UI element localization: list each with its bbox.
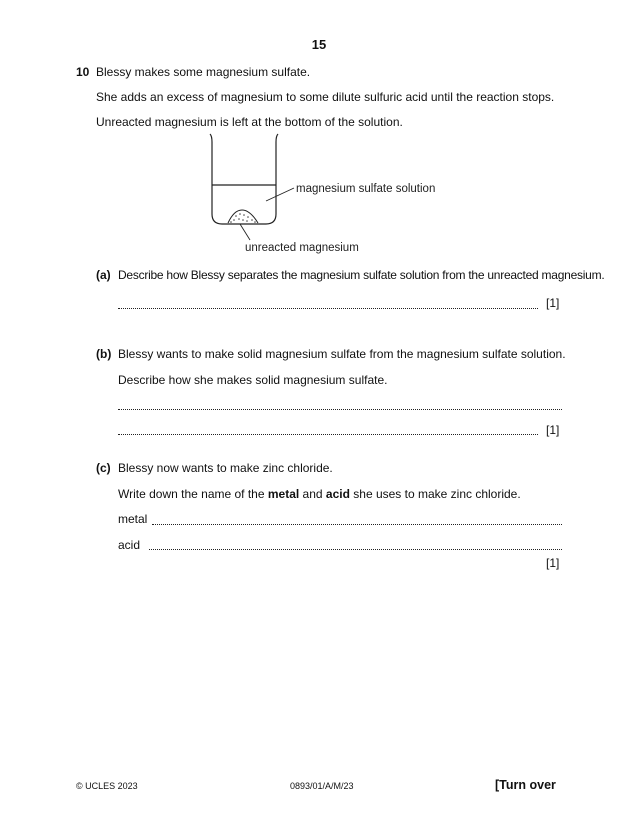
part-b-answer-line-1[interactable] bbox=[118, 409, 562, 410]
part-a-label: (a) bbox=[96, 268, 111, 282]
part-b-mark: [1] bbox=[546, 423, 560, 437]
metal-label: metal bbox=[118, 512, 148, 526]
intro-line-1: Blessy makes some magnesium sulfate. bbox=[96, 65, 311, 79]
metal-answer-line[interactable] bbox=[152, 524, 562, 525]
question-number: 10 bbox=[76, 65, 90, 79]
footer-code: 0893/01/A/M/23 bbox=[290, 781, 354, 791]
acid-answer-line[interactable] bbox=[149, 549, 562, 550]
part-c-text-2-pre: Write down the name of the bbox=[118, 487, 268, 501]
footer-copyright: © UCLES 2023 bbox=[76, 781, 138, 791]
part-b-text-1: Blessy wants to make solid magnesium sulfate from the magnesium sulfate solution. bbox=[118, 347, 566, 361]
label-unreacted-magnesium: unreacted magnesium bbox=[245, 242, 359, 254]
part-b-label: (b) bbox=[96, 347, 112, 361]
part-c-text-2-mid: and bbox=[299, 487, 326, 501]
magnesium-pile bbox=[228, 210, 258, 223]
intro-line-3: Unreacted magnesium is left at the bottom of the solution. bbox=[96, 115, 403, 129]
page-number: 15 bbox=[311, 37, 327, 52]
part-c-text-2 bbox=[118, 487, 521, 501]
part-c-text-2-acid: acid bbox=[325, 487, 350, 501]
label-magnesium-sulfate-solution: magnesium sulfate solution bbox=[296, 183, 436, 195]
solution-leader bbox=[266, 188, 294, 201]
intro-line-2: She adds an excess of magnesium to some dilute sulfuric acid until the reaction stops. bbox=[96, 90, 555, 104]
part-c-label: (c) bbox=[96, 461, 111, 475]
part-c-mark: [1] bbox=[546, 556, 560, 570]
part-a-text: Describe how Blessy separates the magnesium sulfate solution from the unreacted magnesium. bbox=[118, 268, 605, 282]
part-a-answer-line[interactable] bbox=[118, 308, 538, 309]
part-c-text-2-post: she uses to make zinc chloride. bbox=[349, 487, 521, 501]
part-a-mark: [1] bbox=[546, 296, 560, 310]
part-c-text-2-metal: metal bbox=[267, 487, 300, 501]
magnesium-leader bbox=[240, 224, 250, 240]
acid-label: acid bbox=[118, 538, 141, 552]
part-c-text-1: Blessy now wants to make zinc chloride. bbox=[118, 461, 333, 475]
part-b-text-2: Describe how she makes solid magnesium sulfate. bbox=[118, 373, 388, 387]
turn-over: [Turn over bbox=[495, 778, 556, 792]
part-b-answer-line-2[interactable] bbox=[118, 434, 538, 435]
